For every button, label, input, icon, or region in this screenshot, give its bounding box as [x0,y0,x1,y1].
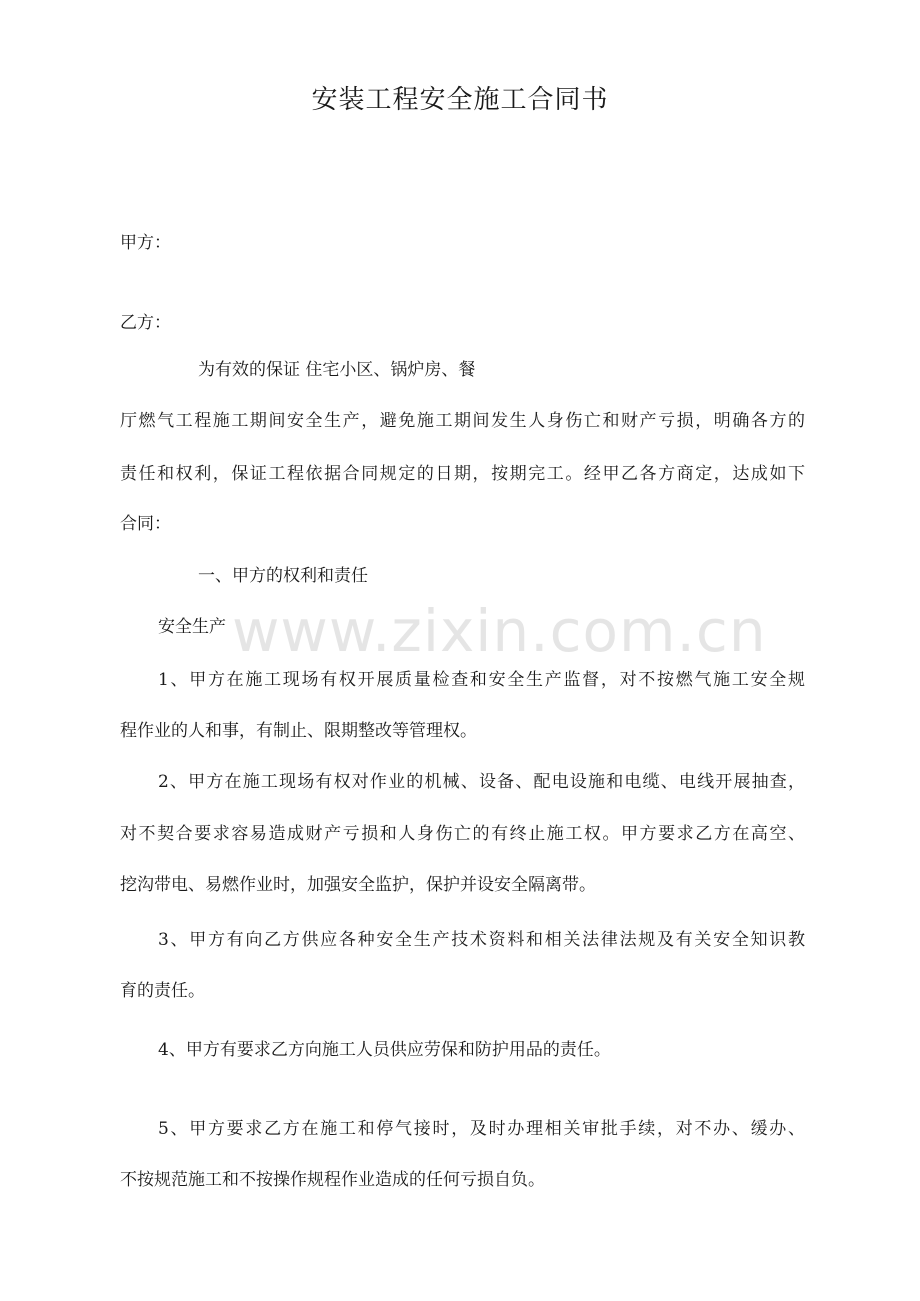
intro-line: 合同： [120,514,171,534]
clause-line: 4、甲方有要求乙方向施工人员供应劳保和防护用品的责任。 [158,1040,611,1060]
clause-line: 2、甲方在施工现场有权对作业的机械、设备、配电设施和电缆、电线开展抽查， [158,772,805,792]
clause-line: 1、甲方在施工现场有权开展质量检查和安全生产监督，对不按燃气施工安全规 [158,670,805,690]
intro-line: 责任和权利，保证工程依据合同规定的日期，按期完工。经甲乙各方商定，达成如下 [120,464,805,484]
document-title: 安装工程安全施工合同书 [311,85,609,115]
clause-line: 挖沟带电、易燃作业时，加强安全监护，保护并设安全隔离带。 [120,875,596,895]
party-a-label: 甲方： [120,233,171,253]
party-b-label: 乙方： [120,313,171,333]
clause-line: 对不契合要求容易造成财产亏损和人身伤亡的有终止施工权。甲方要求乙方在高空、 [120,824,805,844]
subheading: 安全生产 [158,617,226,637]
intro-line: 厅燃气工程施工期间安全生产，避免施工期间发生人身伤亡和财产亏损，明确各方的 [120,411,805,431]
clause-line: 3、甲方有向乙方供应各种安全生产技术资料和相关法律法规及有关安全知识教 [158,930,805,950]
clause-line: 5、甲方要求乙方在施工和停气接时，及时办理相关审批手续，对不办、缓办、 [158,1119,805,1139]
clause-line: 育的责任。 [120,981,205,1001]
watermark: www.zixin.com.cn [232,597,767,665]
clause-line: 不按规范施工和不按操作规程作业造成的任何亏损自负。 [120,1170,545,1190]
intro-line: 为有效的保证 住宅小区、锅炉房、餐 [198,360,476,380]
section-heading: 一、甲方的权利和责任 [198,566,368,586]
clause-line: 程作业的人和事，有制止、限期整改等管理权。 [120,721,477,741]
